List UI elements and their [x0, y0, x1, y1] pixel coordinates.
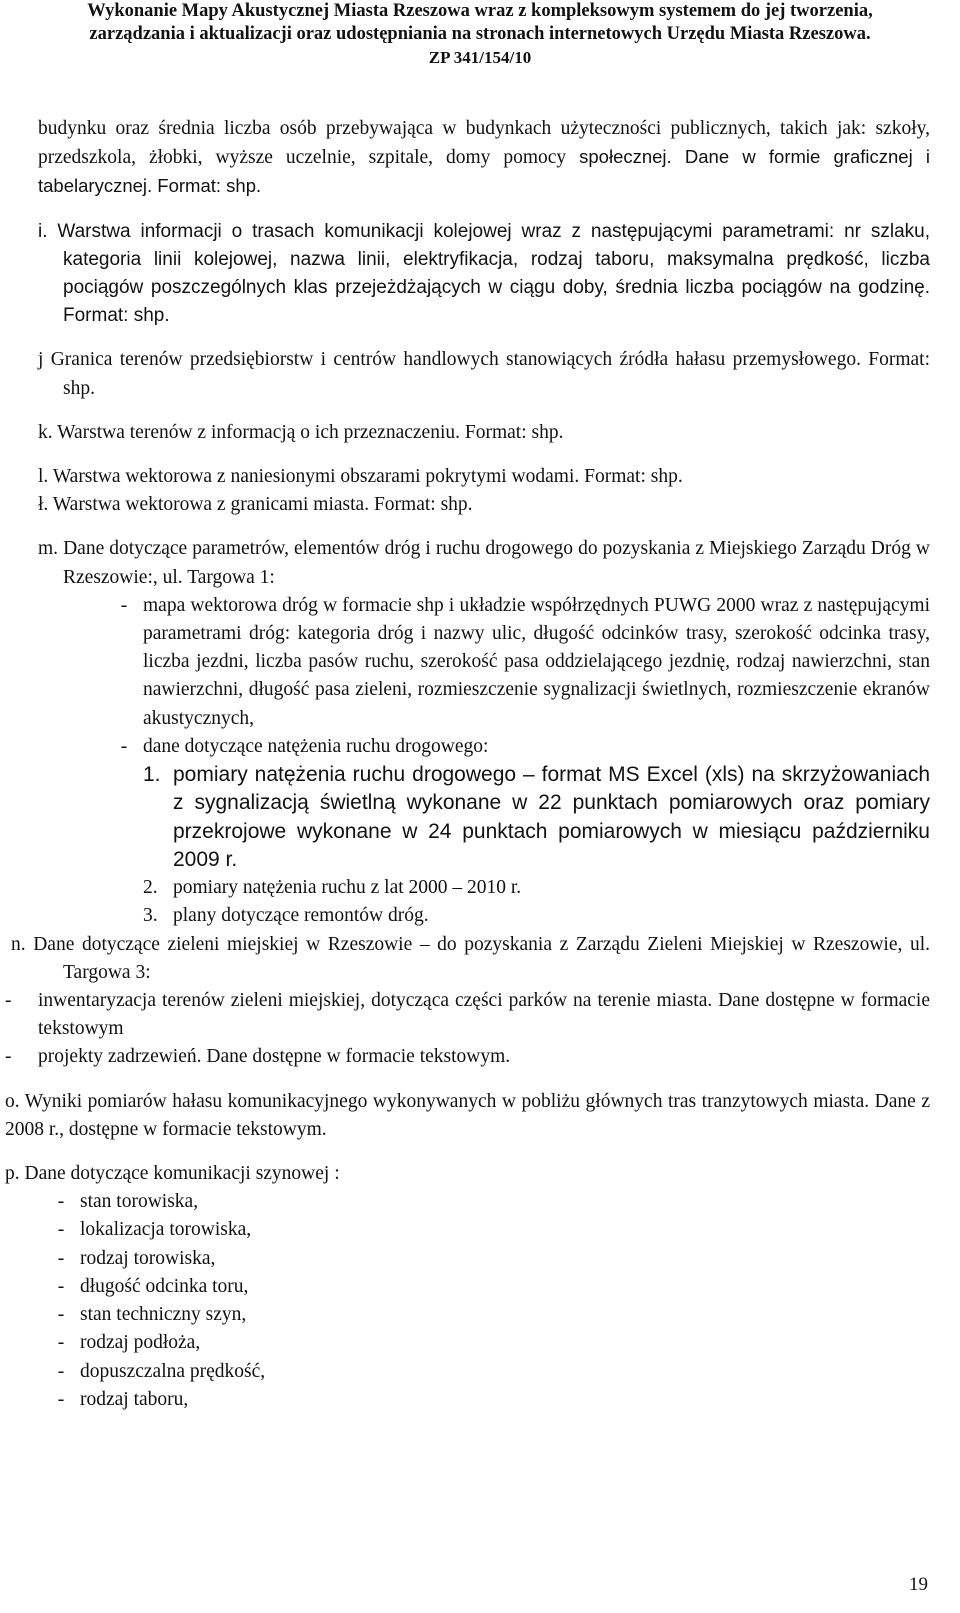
header-code: ZP 341/154/10 [428, 48, 532, 67]
item-m: m. Dane dotyczące parametrów, elementów dróg i ruchu drogowego do pozyskania z Miejskiego Zarządu Dróg w Rzeszowie:, ul. Targowa 1: [38, 538, 930, 588]
item-n: n. Dane dotyczące zieleni miejskiej w Rzeszowie – do pozyskania z Zarządu Zieleni Miejskiej w Rzeszowie, ul. Targowa 3: [11, 933, 930, 983]
item-p-list [5, 1188, 930, 1414]
list-item-text: plany dotyczące remontów dróg. [173, 905, 429, 927]
list-item-text: rodzaj torowiska, [80, 1247, 216, 1269]
dash-marker: - [57, 1275, 65, 1297]
dash-marker: - [57, 1247, 65, 1269]
list-item [5, 987, 930, 1043]
list-item [42, 1273, 930, 1301]
list-item [143, 902, 930, 930]
item-o: o. Wyniki pomiarów hałasu komunikacyjnego wykonywanych w pobliżu głównych tras tranzytowych miasta. Dane z 2008 r., dostępne w formacie tekstowym. [5, 1090, 930, 1140]
list-item [42, 1386, 930, 1414]
numbered-list [105, 761, 930, 931]
list-item [105, 592, 930, 733]
list-item [42, 1301, 930, 1329]
list-item [42, 1188, 930, 1216]
list-item [42, 1329, 930, 1357]
number-marker: 2. [143, 877, 158, 899]
list-item-text: pomiary natężenia ruchu z lat 2000 – 2010 r. [173, 877, 522, 899]
intro-sans-text: społecznej. Dane w formie graficznej i tabelarycznej. Format: shp. [38, 146, 931, 197]
dash-marker: - [57, 1191, 65, 1213]
list-item [143, 874, 930, 902]
item-l: l. Warstwa wektorowa z naniesionymi obszarami pokrytymi wodami. Format: shp. [38, 466, 683, 488]
item-k: k. Warstwa terenów z informacją o ich przeznaczeniu. Format: shp. [38, 421, 564, 443]
list-item-text: stan torowiska, [80, 1191, 199, 1213]
list-item [105, 733, 930, 761]
list-item-text: rodzaj taboru, [80, 1388, 189, 1410]
document-body [5, 115, 931, 1414]
list-item [42, 1358, 930, 1386]
item-n-list [5, 987, 930, 1072]
list-item [42, 1245, 930, 1273]
dash-marker: - [5, 990, 12, 1012]
dash-marker: - [120, 735, 128, 757]
header-line-2: zarządzania i aktualizacji oraz udostępniania na stronach internetowych Urzędu Miasta Rzeszowa. [89, 24, 871, 44]
list-item-text: dane dotyczące natężenia ruchu drogowego: [143, 735, 489, 757]
list-item-text: stan techniczny szyn, [80, 1304, 247, 1326]
header-line-1: Wykonanie Mapy Akustycznej Miasta Rzeszowa wraz z kompleksowym systemem do jej tworzenia, [87, 1, 873, 21]
number-marker: 3. [143, 905, 158, 927]
item-j: j Granica terenów przedsiębiorstw i centrów handlowych stanowiących źródła hałasu przemysłowego. Format: shp. [38, 349, 930, 399]
page-header [0, 0, 960, 70]
dash-marker: - [120, 594, 128, 616]
item-m-list [38, 592, 930, 931]
list-item [143, 761, 930, 874]
list-item-text: inwentaryzacja terenów zieleni miejskiej, dotycząca części parków na terenie miasta. Dane dostępne w formacie tekstowym [38, 990, 930, 1040]
item-l-stroke: ł. Warstwa wektorowa z granicami miasta. Format: shp. [38, 494, 473, 516]
item-p: p. Dane dotyczące komunikacji szynowej : [5, 1163, 340, 1185]
list-item [5, 1043, 930, 1071]
list-item [42, 1216, 930, 1244]
list-item-text: projekty zadrzewień. Dane dostępne w formacie tekstowym. [38, 1046, 511, 1068]
intro-serif-text: budynku oraz średnia liczba osób przebywająca w budynkach użyteczności publicznych, takich jak: szkoły, przedszkola, żłobki, wyższe uczelnie, szpitale, domy pomocy [38, 118, 930, 169]
dash-marker: - [5, 1046, 12, 1068]
list-item-text: długość odcinka toru, [80, 1275, 249, 1297]
page-number: 19 [909, 1574, 928, 1595]
list-item-text: lokalizacja torowiska, [80, 1219, 252, 1241]
intro-paragraph [38, 115, 930, 202]
dash-marker: - [57, 1219, 65, 1241]
dash-marker: - [57, 1388, 65, 1410]
list-item-text: pomiary natężenia ruchu drogowego – format MS Excel (xls) na skrzyżowaniach z sygnalizacją świetlną wykonane w 22 punktach pomiarowych oraz pomiary przekrojowe wykonane w 24 punktach pomiarowych w miesiącu październiku 2009 r. [173, 763, 930, 871]
dash-marker: - [57, 1360, 65, 1382]
number-marker: 1. [143, 763, 161, 787]
dash-marker: - [57, 1304, 65, 1326]
list-item-text: mapa wektorowa dróg w formacie shp i układzie współrzędnych PUWG 2000 wraz z następującymi parametrami dróg: kategoria dróg i nazwy ulic, długość odcinków trasy, szerokość odcinka trasy, liczba jezdni, liczba pasów ruchu, szerokość pasa oddzielającego jezdnię, rodzaj nawierzchni, stan nawierzchni, długość pasa zieleni, rozmieszczenie sygnalizacji świetlnych, rozmieszczenie ekranów akustycznych, [143, 594, 930, 729]
list-item-text: dopuszczalna prędkość, [80, 1360, 266, 1382]
item-i: i. Warstwa informacji o trasach komunikacji kolejowej wraz z następującymi parametrami: nr szlaku, kategoria linii kolejowej, nazwa linii, elektryfikacja, rodzaj taboru, maksymalna prędkość, liczba pociągów poszczególnych klas przejeżdżających w ciągu doby, średnia liczba pociągów na godzinę. Format: shp. [38, 220, 930, 327]
list-item-text: rodzaj podłoża, [80, 1332, 201, 1354]
dash-marker: - [57, 1332, 65, 1354]
